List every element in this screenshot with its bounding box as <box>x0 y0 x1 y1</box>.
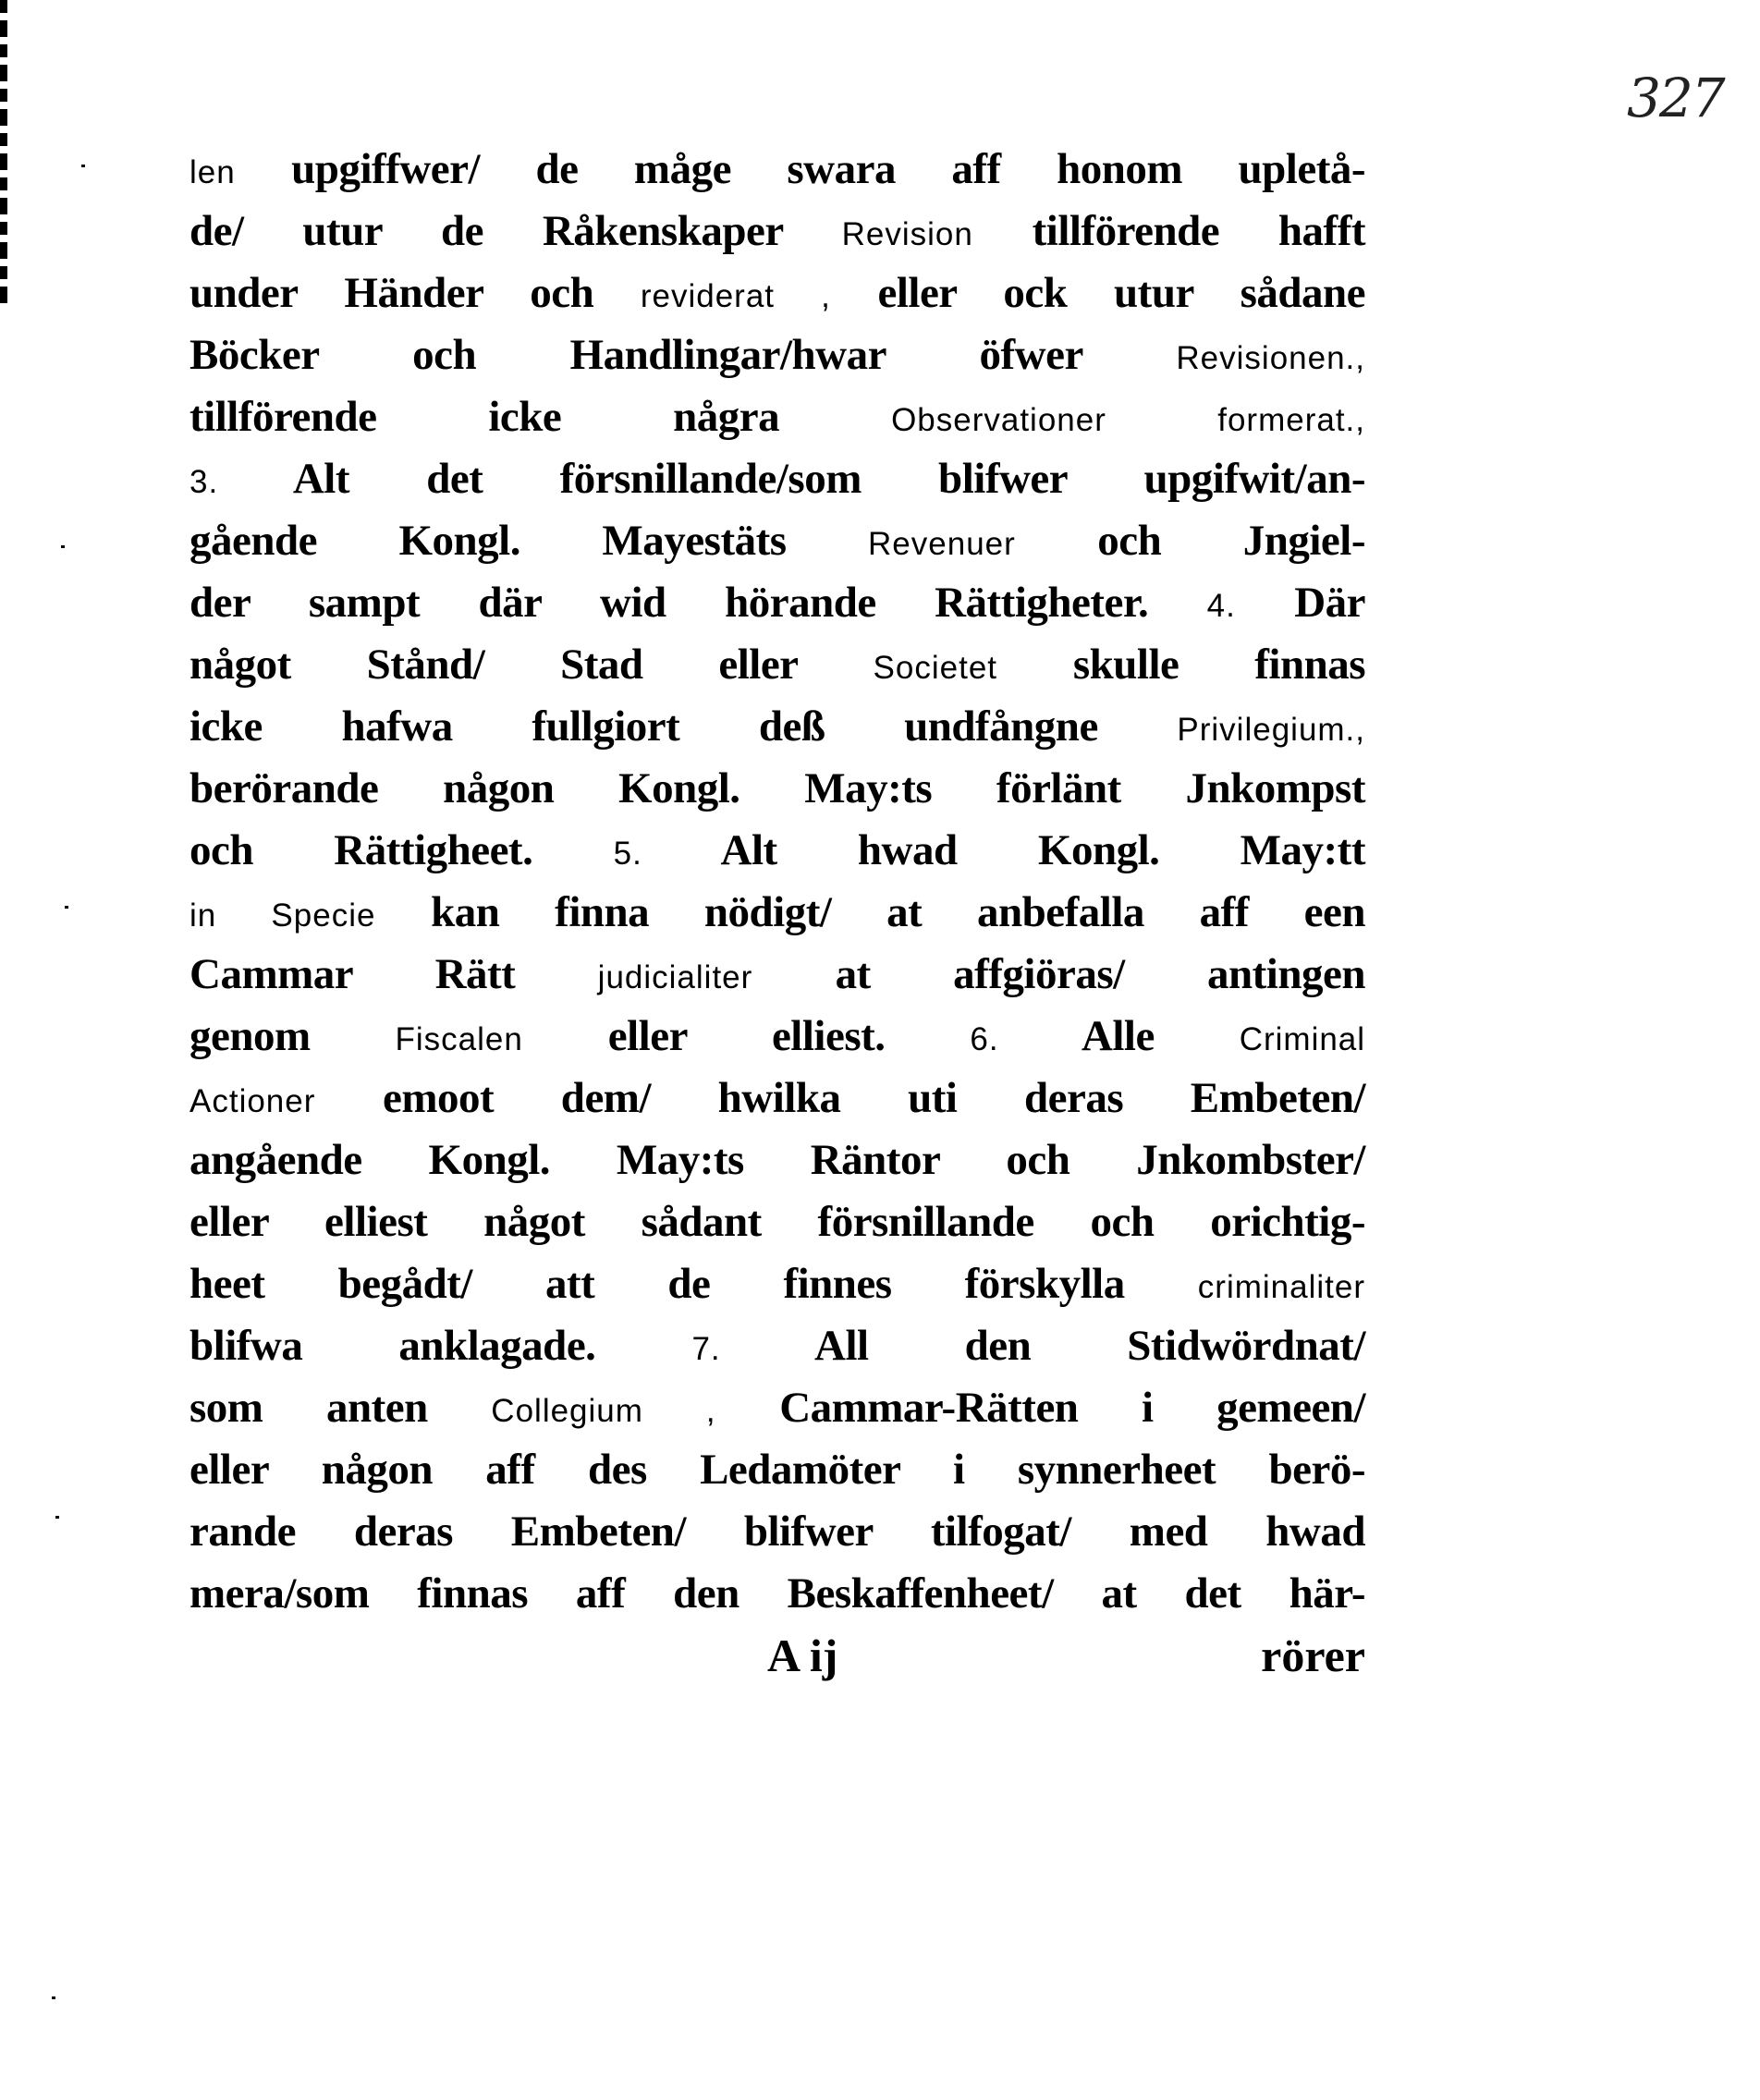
text-segment: genom <box>189 1012 311 1060</box>
text-line <box>189 758 1365 820</box>
latin-text-segment: in Specie <box>189 897 376 934</box>
latin-text-segment: Revision <box>841 216 973 252</box>
latin-text-segment: 3. <box>189 464 219 500</box>
latin-text-segment: Collegium , <box>491 1393 716 1429</box>
text-segment: tillförende icke några <box>189 393 780 441</box>
latin-text-segment: 4. <box>1206 588 1236 624</box>
text-segment: kan finna nödigt/ at anbefalla aff een <box>431 888 1365 936</box>
text-segment: at affgiöras/ antingen <box>835 950 1365 998</box>
latin-text-segment: 5. <box>613 836 642 872</box>
scan-speck <box>81 165 85 167</box>
scan-speck <box>61 545 65 548</box>
text-segment: och Rättigheet. <box>189 826 533 874</box>
latin-text-segment: criminaliter <box>1197 1269 1365 1305</box>
text-line <box>189 448 1365 510</box>
latin-text-segment: reviderat , <box>640 278 831 314</box>
page-footer <box>189 1629 1365 1693</box>
latin-text-segment: Actioner <box>189 1083 316 1119</box>
scan-speck <box>55 1516 59 1519</box>
catchword: rörer <box>1261 1630 1365 1681</box>
text-segment: icke hafwa fullgiort deß undfångne <box>189 702 1098 751</box>
text-line <box>189 201 1365 262</box>
text-segment: eller ock utur sådane <box>877 269 1366 317</box>
text-line <box>189 262 1365 324</box>
text-segment: Cammar-Rätten i gemeen/ <box>779 1384 1365 1432</box>
text-segment: Där <box>1294 579 1366 627</box>
text-line <box>189 139 1365 201</box>
scan-speck <box>65 906 68 909</box>
text-segment: upgiffwer/ de måge swara aff honom upletå- <box>291 145 1366 193</box>
text-segment: mera/som finnas aff den Beskaffenheet/ at det här- <box>189 1569 1365 1618</box>
latin-text-segment: Privilegium., <box>1177 712 1366 748</box>
text-line <box>189 820 1365 882</box>
text-line <box>189 882 1365 944</box>
text-line <box>189 324 1365 386</box>
text-segment: något Stånd/ Stad eller <box>189 641 798 689</box>
text-line <box>189 634 1365 696</box>
text-segment: eller någon aff des Ledamöter i synnerheet berö- <box>189 1446 1365 1494</box>
text-segment: Alt det försnillande/som blifwer upgifwit/an- <box>292 455 1365 503</box>
text-segment: angående Kongl. May:ts Räntor och Jnkombster/ <box>189 1136 1365 1184</box>
text-line <box>189 510 1365 572</box>
text-segment: Cammar Rätt <box>189 950 516 998</box>
text-line <box>189 1253 1365 1315</box>
scan-speck <box>52 1996 55 1999</box>
text-line <box>189 1191 1365 1253</box>
text-line <box>189 1006 1365 1068</box>
latin-text-segment: Societet <box>873 650 998 686</box>
text-segment: Alle <box>1081 1012 1155 1060</box>
text-line <box>189 696 1365 758</box>
text-segment: gående Kongl. Mayestäts <box>189 517 787 565</box>
text-segment: Böcker och Handlingar/hwar öfwer <box>189 331 1082 379</box>
text-segment: heet begådt/ att de finnes förskylla <box>189 1260 1125 1308</box>
text-line <box>189 1315 1365 1377</box>
text-segment: som anten <box>189 1384 428 1432</box>
text-line <box>189 944 1365 1006</box>
body-text <box>189 139 1365 1625</box>
latin-text-segment: Criminal <box>1239 1021 1366 1057</box>
latin-text-segment: len <box>189 154 236 190</box>
page-number: 327 <box>1627 67 1724 129</box>
text-line <box>189 1563 1365 1625</box>
text-line <box>189 1501 1365 1563</box>
latin-text-segment: Fiscalen <box>395 1021 523 1057</box>
text-segment: skulle finnas <box>1072 641 1366 689</box>
text-segment: eller elliest något sådant försnillande och orichtig- <box>189 1198 1365 1246</box>
latin-text-segment: 7. <box>691 1331 721 1367</box>
text-line <box>189 1129 1365 1191</box>
text-segment: rande deras Embeten/ blifwer tilfogat/ med hwad <box>189 1508 1365 1556</box>
latin-text-segment: Revisionen., <box>1176 340 1366 376</box>
text-line <box>189 1377 1365 1439</box>
text-line <box>189 386 1365 448</box>
scan-edge-artifact <box>0 0 7 305</box>
text-segment: och Jngiel- <box>1097 517 1365 565</box>
text-segment: emoot dem/ hwilka uti deras Embeten/ <box>383 1074 1366 1122</box>
text-segment: berörande någon Kongl. May:ts förlänt Jnkompst <box>189 764 1365 812</box>
text-segment: blifwa anklagade. <box>189 1322 596 1370</box>
latin-text-segment: Observationer formerat., <box>891 402 1366 438</box>
text-segment: Alt hwad Kongl. May:tt <box>720 826 1365 874</box>
latin-text-segment: 6. <box>970 1021 999 1057</box>
latin-text-segment: judicialiter <box>597 959 753 995</box>
text-segment: der sampt där wid hörande Rättigheter. <box>189 579 1149 627</box>
text-segment: All den Stidwördnat/ <box>814 1322 1366 1370</box>
text-segment: eller elliest. <box>607 1012 886 1060</box>
text-segment: under Händer och <box>189 269 594 317</box>
text-segment: tillförende hafft <box>1032 207 1365 255</box>
text-segment: de/ utur de Råkenskaper <box>189 207 783 255</box>
signature-mark: A ij <box>767 1630 838 1681</box>
latin-text-segment: Revenuer <box>868 526 1016 562</box>
text-line <box>189 1439 1365 1501</box>
text-line <box>189 1068 1365 1129</box>
text-line <box>189 572 1365 634</box>
